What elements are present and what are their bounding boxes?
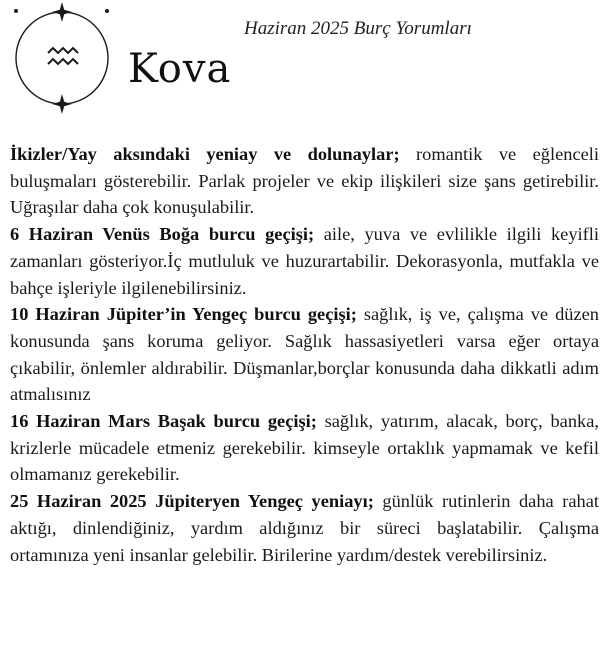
paragraph-heading: İkizler/Yay aksındaki yeniay ve dolunaylar;	[10, 144, 400, 164]
emblem-dot-left	[14, 9, 18, 13]
paragraph-heading: 25 Haziran 2025 Jüpiteryen Yengeç yeniayı;	[10, 491, 374, 512]
paragraph-body: romantik ve eğlenceli buluşmaları gösterebilir. Parlak projeler ve ekip ilişkileri size şans getirebilir. Uğraşılar daha çok konuşulabilir.	[10, 144, 599, 218]
paragraph-cancer-new-moon	[10, 488, 599, 568]
paragraph-heading: 16 Haziran Mars Başak burcu geçişi;	[10, 411, 317, 432]
sign-name-heading: Kova	[128, 46, 232, 92]
series-title: Haziran 2025 Burç Yorumları	[244, 18, 472, 39]
paragraph-jupiter-cancer	[10, 301, 599, 408]
paragraph-new-full-moons	[10, 141, 599, 221]
paragraph-mars-virgo	[10, 408, 599, 488]
paragraph-heading: 6 Haziran Venüs Boğa burcu geçişi;	[10, 224, 315, 245]
aquarius-icon	[48, 48, 78, 64]
paragraph-venus-taurus	[10, 221, 599, 301]
paragraph-heading: 10 Haziran Jüpiter’in Yengeç burcu geçişi;	[10, 304, 357, 325]
emblem-dot-right	[105, 9, 109, 13]
paragraph-body: aile, yuva ve evlilikle ilgili keyifli zamanları gösteriyor.İç mutluluk ve huzurartabilir. Dekorasyonla, mutfakla ve bahçe işleriyle ilgilenebilirsiniz.	[10, 224, 599, 298]
emblem-bottom-star	[52, 94, 72, 114]
paragraph-body: sağlık, iş ve, çalışma ve düzen konusunda şans koruma geliyor. Sağlık hassasiyetleri varsa eğer ortaya çıkabilir, önlemler aldırabilir. Düşmanlar,borçlar konusunda daha dikkatli adım atmalısınız	[10, 304, 599, 405]
aquarius-emblem-icon	[8, 2, 120, 114]
paragraph-body: günlük rutinlerin daha rahat aktığı, dinlendiğiniz, yardım aldığınız bir süreci başlatabilir. Çalışma ortamınıza yeni insanlar gelebilir. Birilerine yardım/destek verebilirsiniz.	[10, 491, 599, 565]
emblem-circle	[16, 12, 108, 104]
horoscope-text	[10, 141, 599, 568]
emblem-top-star	[52, 2, 72, 22]
paragraph-body: sağlık, yatırım, alacak, borç, banka, krizlerle mücadele etmeniz gerekebilir. kimseyle ortaklık yapmamak ve kefil olmamanız gerekebilir.	[10, 411, 599, 485]
